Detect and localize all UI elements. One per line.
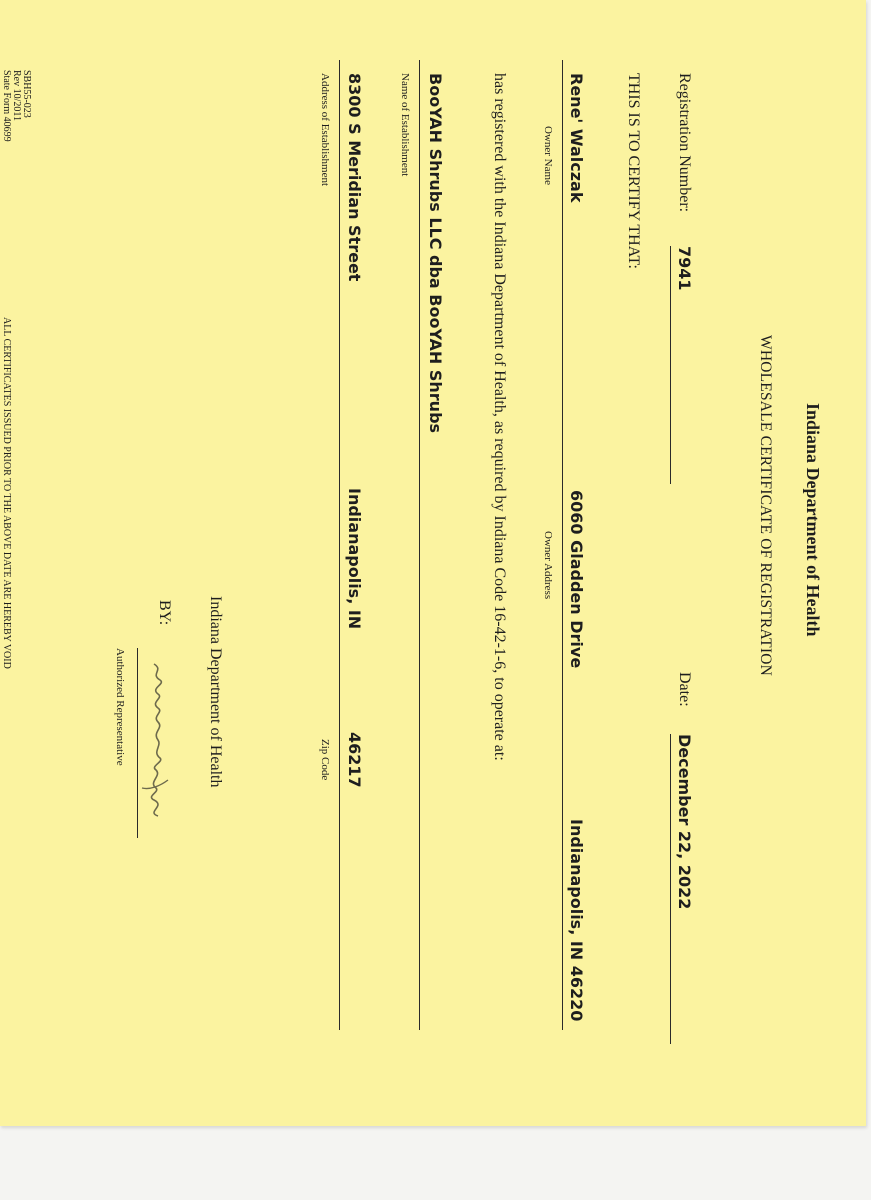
certificate-title: WHOLESALE CERTIFICATE OF REGISTRATION xyxy=(757,335,774,676)
signature-rule xyxy=(137,648,138,838)
date-rule xyxy=(670,734,671,1044)
establishment-zip: 46217 xyxy=(345,732,364,788)
establishment-address: 8300 S Meridian Street xyxy=(345,73,364,282)
date-label: Date: xyxy=(676,672,693,707)
establishment-address-caption: Address of Establishment xyxy=(319,73,331,187)
certify-text: THIS IS TO CERTIFY THAT: xyxy=(625,73,642,269)
owner-name: Rene' Walczak xyxy=(567,73,586,203)
owner-city-state-zip: Indianapolis, IN 46220 xyxy=(567,819,586,1022)
establishment-name: BooYAH Shrubs LLC dba BooYAH Shrubs xyxy=(426,73,445,434)
certificate-date: December 22, 2022 xyxy=(675,734,694,910)
owner-name-caption: Owner Name xyxy=(542,126,554,185)
owner-rule xyxy=(562,60,563,1030)
authorized-representative-caption: Authorized Representative xyxy=(114,648,126,766)
registration-number: 7941 xyxy=(675,246,694,291)
owner-address-caption: Owner Address xyxy=(542,531,554,600)
handwritten-signature xyxy=(136,660,176,830)
void-notice: ALL CERTIFICATES ISSUED PRIOR TO THE ABOVE DATE ARE HEREBY VOID xyxy=(1,317,12,669)
establishment-name-caption: Name of Establishment xyxy=(399,73,411,177)
form-code: SBH55-023 xyxy=(21,70,32,118)
zip-code-caption: Zip Code xyxy=(319,739,331,781)
by-label: BY: xyxy=(156,600,173,626)
establishment-name-rule xyxy=(419,60,420,1030)
establishment-city-state: Indianapolis, IN xyxy=(345,488,364,630)
registration-number-label: Registration Number: xyxy=(676,73,693,213)
state-form-number: State Form 40699 xyxy=(1,70,12,142)
owner-address: 6060 Gladden Drive xyxy=(567,490,586,669)
issuer-title: Indiana Department of Health xyxy=(803,403,823,637)
form-revision: Rev 10/2011 xyxy=(11,70,22,122)
registration-statement: has registered with the Indiana Department of Health, as required by Indiana Code 16-42-1-6, to operate at: xyxy=(491,73,508,761)
registration-number-rule xyxy=(670,246,671,484)
establishment-address-rule xyxy=(339,60,340,1030)
signature-organization: Indiana Department of Health xyxy=(207,596,224,788)
